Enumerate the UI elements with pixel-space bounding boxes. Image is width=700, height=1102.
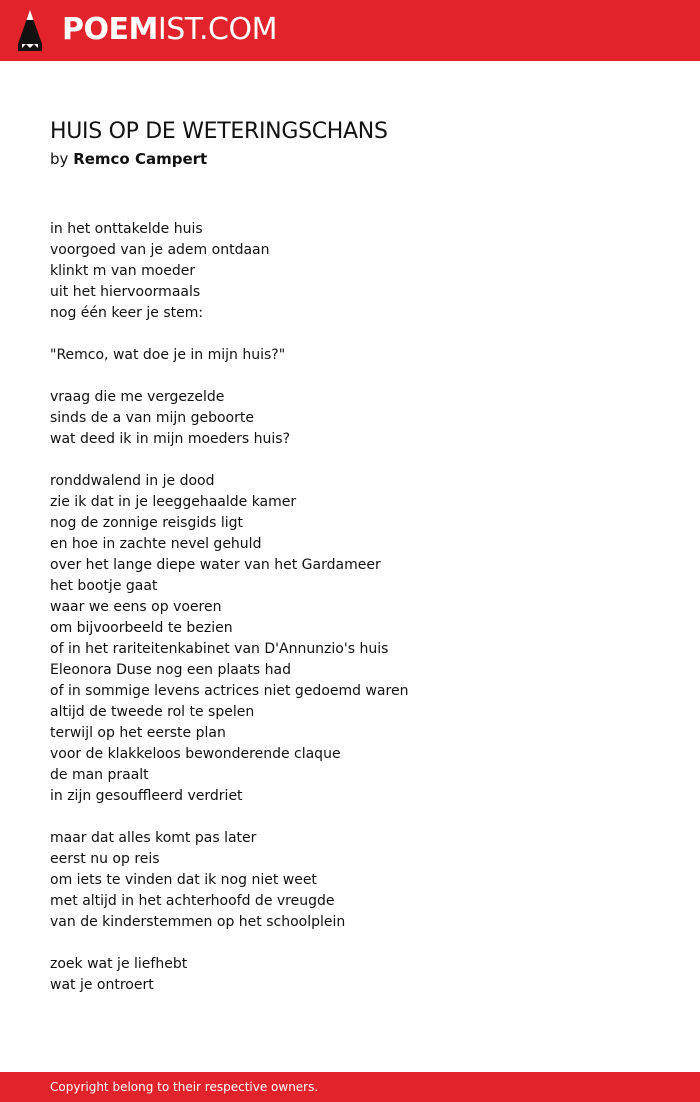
poem-line: klinkt m van moeder	[50, 263, 196, 279]
poem-line: en hoe in zachte nevel gehuld	[50, 536, 262, 552]
stanza-gap	[50, 324, 670, 345]
poem-line: eerst nu op reis	[50, 851, 160, 867]
poem-line: het bootje gaat	[50, 578, 158, 594]
by-label: by	[50, 150, 69, 168]
poem-body	[50, 219, 670, 996]
poem-line: zoek wat je liefhebt	[50, 956, 188, 972]
author-name: Remco Campert	[73, 150, 208, 168]
poem-line: om iets te vinden dat ik nog niet weet	[50, 872, 317, 888]
poem-line: van de kinderstemmen op het schoolplein	[50, 914, 346, 930]
poem-line: "Remco, wat doe je in mijn huis?"	[50, 347, 286, 363]
byline	[50, 148, 207, 170]
poem-line: maar dat alles komt pas later	[50, 830, 257, 846]
poem-line: zie ik dat in je leeggehaalde kamer	[50, 494, 297, 510]
poem-line: nog één keer je stem:	[50, 305, 204, 321]
site-logo[interactable]	[62, 12, 277, 48]
poem-line: wat deed ik in mijn moeders huis?	[50, 431, 290, 447]
poem-line: in het onttakelde huis	[50, 221, 203, 237]
poem-line: sinds de a van mijn geboorte	[50, 410, 254, 426]
poem-line: ronddwalend in je dood	[50, 473, 215, 489]
logo-light-text: IST.COM	[157, 12, 277, 47]
stanza-gap	[50, 933, 670, 954]
poem-line: of in sommige levens actrices niet gedoemd waren	[50, 683, 409, 699]
poem-line: waar we eens op voeren	[50, 599, 222, 615]
poem-line: in zijn gesouffleerd verdriet	[50, 788, 243, 804]
poem-line: voor de klakkeloos bewonderende claque	[50, 746, 341, 762]
site-header	[0, 0, 700, 61]
poem-line: of in het rariteitenkabinet van D'Annunzio's huis	[50, 641, 389, 657]
poem-line: Eleonora Duse nog een plaats had	[50, 662, 291, 678]
poem-line: voorgoed van je adem ontdaan	[50, 242, 270, 258]
stanza-gap	[50, 450, 670, 471]
poem-line: de man praalt	[50, 767, 149, 783]
copyright-text: Copyright belong to their respective owners.	[50, 1080, 319, 1094]
poem-line: met altijd in het achterhoofd de vreugde	[50, 893, 335, 909]
stanza-gap	[50, 807, 670, 828]
poem-line: wat je ontroert	[50, 977, 154, 993]
poem-line: terwijl op het eerste plan	[50, 725, 226, 741]
pencil-icon	[18, 10, 42, 51]
poem-title: HUIS OP DE WETERINGSCHANS	[50, 119, 388, 144]
stanza-gap	[50, 366, 670, 387]
poem-line: om bijvoorbeeld te bezien	[50, 620, 233, 636]
logo-bold-text: POEM	[62, 12, 158, 47]
poem-line: nog de zonnige reisgids ligt	[50, 515, 244, 531]
poem-line: over het lange diepe water van het Gardameer	[50, 557, 381, 573]
poem-line: altijd de tweede rol te spelen	[50, 704, 255, 720]
poem-line: vraag die me vergezelde	[50, 389, 225, 405]
poem-line: uit het hiervoormaals	[50, 284, 201, 300]
site-footer	[0, 1072, 700, 1102]
